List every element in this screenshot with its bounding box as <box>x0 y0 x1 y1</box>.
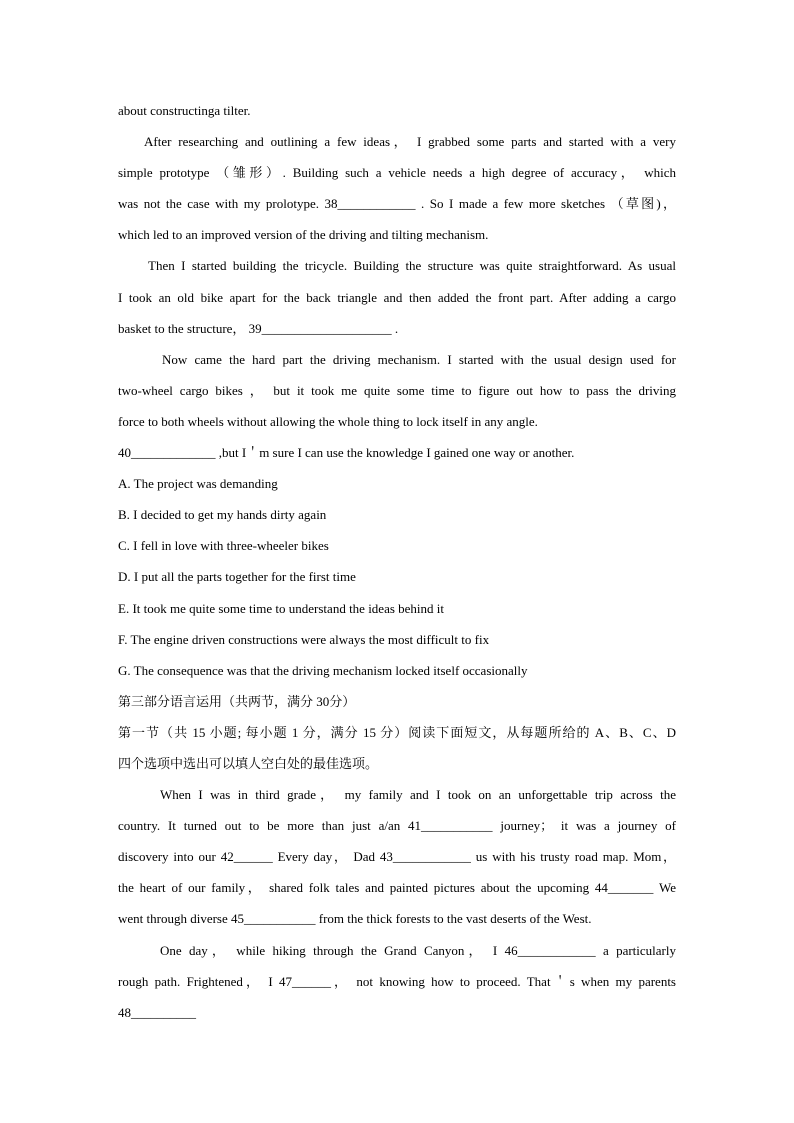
text-line: rough path. Frightened， I 47______， not knowing how to proceed. That＇s when my parents <box>118 973 676 989</box>
passage-tilter-para2 <box>118 126 676 250</box>
passage-tilter-para1-end <box>118 95 676 126</box>
text-line: F. The engine driven constructions were always the most difficult to fix <box>118 631 490 647</box>
text-line: discovery into our 42______ Every day， Dad 43____________ us with his trusty road map. Mom， <box>118 849 676 865</box>
text-line: 48__________ <box>118 1004 196 1020</box>
text-line: force to both wheels without allowing the whole thing to lock itself in any angle. <box>118 413 538 429</box>
part3-section1-instructions <box>118 717 676 779</box>
text-line: the heart of our family， shared folk tales and painted pictures about the upcoming 44_______ We <box>118 880 676 896</box>
text-line: 40_____________ ,but I＇m sure I can use the knowledge I gained one way or another. <box>118 445 575 461</box>
text-line: 第三部分语言运用（共两节，满分 30分） <box>118 693 356 709</box>
text-line: One day， while hiking through the Grand Canyon， I 46____________ a particularly <box>160 942 676 958</box>
text-line: B. I decided to get my hands dirty again <box>118 507 327 523</box>
text-line: 第一节（共 15 小题; 每小题 1 分，满分 15 分）阅读下面短文，从每题所给的 A、B、C、D <box>118 724 676 740</box>
text-line: which led to an improved version of the driving and tilting mechanism. <box>118 227 489 243</box>
text-line: country. It turned out to be more than just a/an 41___________ journey； it was a journey of <box>118 818 676 834</box>
cloze-para2 <box>118 935 676 1028</box>
text-line: E. It took me quite some time to understand the ideas behind it <box>118 600 445 616</box>
text-line: was not the case with my prolotype. 38____________ . So I made a few more sketches （草图)， <box>118 196 676 212</box>
text-line: Now came the hard part the driving mechanism. I started with the usual design used for <box>162 351 676 367</box>
text-line: went through diverse 45___________ from the thick forests to the vast deserts of the West. <box>118 911 592 927</box>
cloze-para1 <box>118 779 676 934</box>
text-line: I took an old bike apart for the back triangle and then added the front part. After adding a cargo <box>118 289 676 305</box>
text-line: about constructinga tilter. <box>118 103 251 118</box>
text-line: two-wheel cargo bikes ， but it took me quite some time to figure out how to pass the driving <box>118 382 676 398</box>
text-line: simple prototype （雏形）. Building such a vehicle needs a high degree of accuracy， which <box>118 165 676 181</box>
document-body <box>118 95 676 1028</box>
text-line: After researching and outlining a few ideas， I grabbed some parts and started with a very <box>144 134 676 150</box>
text-line: A. The project was demanding <box>118 476 278 492</box>
gap-fill-options <box>118 468 676 686</box>
text-line: basket to the structure， 39____________________ . <box>118 320 399 336</box>
text-line: 四个选项中选出可以填人空白处的最佳选项。 <box>118 755 379 771</box>
passage-tilter-para3 <box>118 250 676 343</box>
passage-tilter-para4 <box>118 344 676 468</box>
text-line: C. I fell in love with three-wheeler bikes <box>118 538 329 554</box>
text-line: D. I put all the parts together for the first time <box>118 569 356 585</box>
part3-section-header <box>118 686 676 717</box>
text-line: Then I started building the tricycle. Building the structure was quite straightforward. As usual <box>148 258 676 274</box>
text-line: G. The consequence was that the driving mechanism locked itself occasionally <box>118 662 528 678</box>
text-line: When I was in third grade， my family and I took on an unforgettable trip across the <box>160 787 676 803</box>
